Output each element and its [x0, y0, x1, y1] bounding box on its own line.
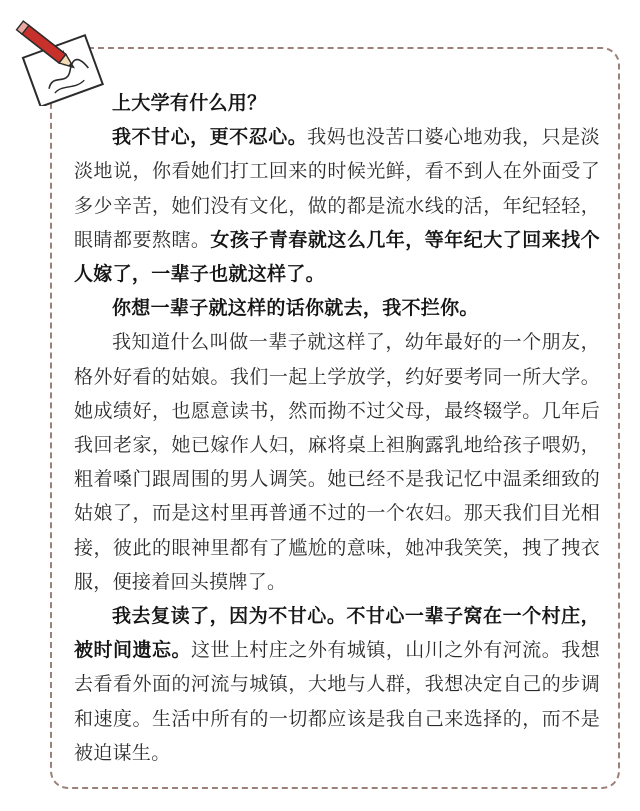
paragraph-2	[74, 291, 600, 325]
paragraph-4	[74, 599, 600, 770]
paragraph-3-body: 我知道什么叫做一辈子就这样了，幼年最好的一个朋友，格外好看的姑娘。我们一起上学放学，约好要考同一所大学。她成绩好，也愿意读书，然而拗不过父母，最终辍学。几年后我回老家，她已嫁作人妇，麻将桌上袒胸露乳地给孩子喂奶，粗着嗓门跟周围的男人调笑。她已经不是我记忆中温柔细致的姑娘了，而是这村里再普通不过的一个农妇。那天我们目光相接，彼此的眼神里都有了尴尬的意味，她冲我笑笑，拽了拽衣服，便接着回头摸牌了。	[74, 331, 600, 593]
paragraph-1-body: 我妈也没苦口婆心地劝我，只是淡淡地说，你看她们打工回来的时候光鲜，看不到人在外面受了多少辛苦，她们没有文化，做的都是流水线的活，年纪轻轻，眼睛都要熬瞎。	[74, 126, 600, 251]
heading-text: 上大学有什么用？	[112, 92, 267, 114]
paragraph-1-tail: 女孩子青春就这么几年，等年纪大了回来找个人嫁了，一辈子也就这样了。	[74, 228, 600, 286]
paragraph-4-body: 这世上村庄之外有城镇，山川之外有河流。我想去看看外面的河流与城镇，大地与人群，我想决定自己的步调和速度。生活中所有的一切都应该是我自己来选择的，而不是被迫谋生。	[74, 639, 600, 764]
paragraph-3	[74, 325, 600, 599]
paragraph-2-text: 你想一辈子就这样的话你就去，我不拦你。	[112, 297, 479, 320]
article-heading	[74, 86, 600, 120]
paragraph-1-lead: 我不甘心，更不忍心。	[112, 126, 308, 149]
article-body	[74, 86, 600, 770]
paragraph-1	[74, 120, 600, 291]
paragraph-4-lead: 我去复读了，因为不甘心。不甘心一辈子窝在一个村庄，被时间遗忘。	[74, 605, 600, 662]
